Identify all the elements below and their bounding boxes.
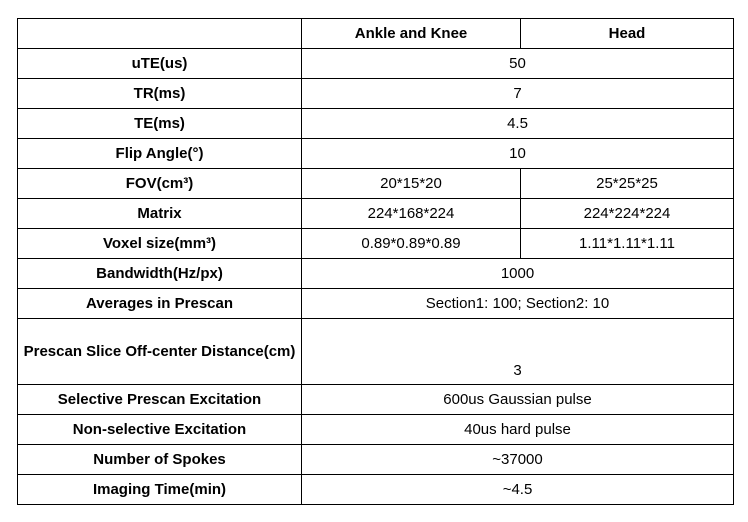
row-value: Section1: 100; Section2: 10 — [302, 289, 734, 319]
row-label: uTE(us) — [18, 49, 302, 79]
table-row — [18, 229, 734, 259]
row-label: Voxel size(mm³) — [18, 229, 302, 259]
table-row — [18, 259, 734, 289]
row-label: Number of Spokes — [18, 445, 302, 475]
parameters-table — [17, 18, 734, 505]
row-value: 40us hard pulse — [302, 415, 734, 445]
row-label: TE(ms) — [18, 109, 302, 139]
row-value-head: 224*224*224 — [521, 199, 734, 229]
row-label: Selective Prescan Excitation — [18, 385, 302, 415]
table-row — [18, 49, 734, 79]
header-ankle-knee: Ankle and Knee — [302, 19, 521, 49]
row-value: 50 — [302, 49, 734, 79]
row-value: ~37000 — [302, 445, 734, 475]
table-row — [18, 445, 734, 475]
row-label: Averages in Prescan — [18, 289, 302, 319]
table-row — [18, 139, 734, 169]
table-row — [18, 415, 734, 445]
row-value: 4.5 — [302, 109, 734, 139]
row-label: Prescan Slice Off-center Distance(cm) — [18, 319, 302, 385]
row-value: 7 — [302, 79, 734, 109]
table-row — [18, 79, 734, 109]
table-row — [18, 319, 734, 385]
table-row — [18, 169, 734, 199]
row-label: FOV(cm³) — [18, 169, 302, 199]
header-corner — [18, 19, 302, 49]
row-label: Imaging Time(min) — [18, 475, 302, 505]
table-row — [18, 199, 734, 229]
row-value: ~4.5 — [302, 475, 734, 505]
table-row — [18, 109, 734, 139]
row-label: TR(ms) — [18, 79, 302, 109]
row-value: 10 — [302, 139, 734, 169]
row-value: 3 — [302, 319, 734, 385]
table-row — [18, 385, 734, 415]
table-row — [18, 289, 734, 319]
row-value-ankle: 0.89*0.89*0.89 — [302, 229, 521, 259]
header-row — [18, 19, 734, 49]
row-value: 1000 — [302, 259, 734, 289]
row-label: Flip Angle(°) — [18, 139, 302, 169]
header-head: Head — [521, 19, 734, 49]
row-value: 600us Gaussian pulse — [302, 385, 734, 415]
row-value-ankle: 20*15*20 — [302, 169, 521, 199]
row-label: Matrix — [18, 199, 302, 229]
row-value-ankle: 224*168*224 — [302, 199, 521, 229]
table-row — [18, 475, 734, 505]
row-value-head: 25*25*25 — [521, 169, 734, 199]
row-label: Bandwidth(Hz/px) — [18, 259, 302, 289]
row-label: Non-selective Excitation — [18, 415, 302, 445]
row-value-head: 1.11*1.11*1.11 — [521, 229, 734, 259]
